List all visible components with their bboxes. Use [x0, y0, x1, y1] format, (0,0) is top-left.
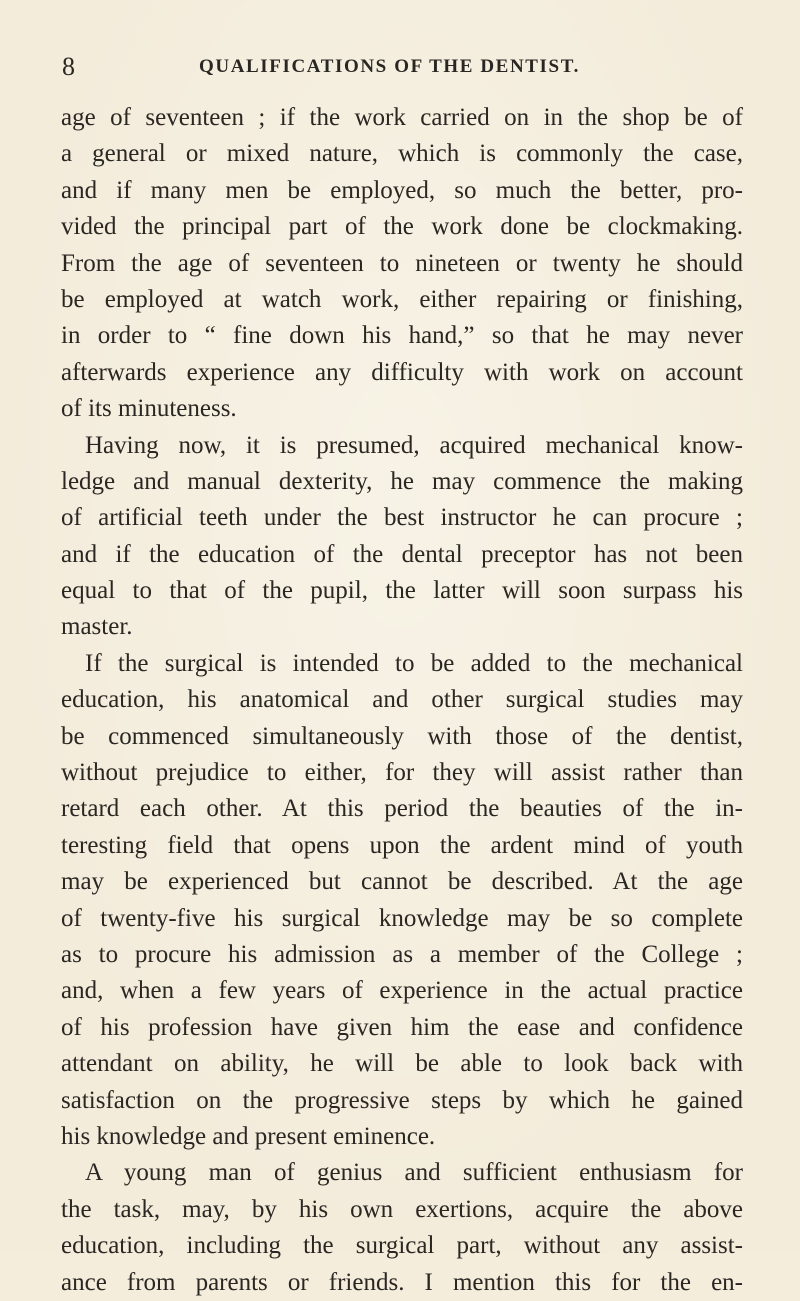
text-line: be employed at watch work, either repairing or finishing, — [61, 285, 743, 313]
text-line: and, when a few years of experience in the actual practice — [61, 977, 743, 1005]
text-line: of twenty-five his surgical knowledge may be so complete — [61, 904, 743, 932]
body-text — [61, 100, 743, 1301]
text-line: Having now, it is presumed, acquired mechanical know- — [85, 431, 743, 459]
text-line: satisfaction on the progressive steps by which he gained — [61, 1086, 743, 1114]
text-line: If the surgical is intended to be added to the mechanical — [85, 649, 743, 677]
running-head — [62, 52, 740, 82]
running-title: QUALIFICATIONS OF THE DENTIST. — [199, 56, 580, 77]
text-line: and if the education of the dental preceptor has not been — [61, 540, 743, 568]
text-line: ance from parents or friends. I mention this for the en- — [61, 1268, 743, 1296]
text-line: retard each other. At this period the beauties of the in- — [61, 795, 743, 823]
text-line: A young man of genius and sufficient enthusiasm for — [85, 1159, 743, 1187]
text-line: in order to “ fine down his hand,” so that he may never — [61, 322, 743, 350]
text-line: of his profession have given him the ease and confidence — [61, 1013, 743, 1041]
text-line: education, including the surgical part, without any assist- — [61, 1232, 743, 1260]
text-line: vided the principal part of the work done be clockmaking. — [61, 213, 743, 241]
page-number: 8 — [62, 52, 76, 81]
text-line: age of seventeen ; if the work carried on in the shop be of — [61, 104, 743, 131]
text-line: and if many men be employed, so much the better, pro- — [61, 176, 743, 204]
text-line: may be experienced but cannot be described. At the age — [61, 868, 743, 896]
text-line: a general or mixed nature, which is commonly the case, — [61, 140, 743, 168]
text-line: of artificial teeth under the best instructor he can procure ; — [61, 504, 743, 532]
text-line: master. — [61, 613, 133, 641]
text-line: of its minuteness. — [61, 395, 237, 423]
text-line: From the age of seventeen to nineteen or twenty he should — [61, 249, 743, 277]
text-line: his knowledge and present eminence. — [61, 1122, 436, 1150]
text-line: without prejudice to either, for they will assist rather than — [61, 759, 743, 787]
text-line: the task, may, by his own exertions, acquire the above — [61, 1195, 743, 1223]
text-line: education, his anatomical and other surgical studies may — [61, 686, 743, 714]
text-line: attendant on ability, he will be able to look back with — [61, 1050, 743, 1078]
text-line: be commenced simultaneously with those of the dentist, — [61, 722, 743, 750]
text-line: afterwards experience any difficulty with work on account — [61, 358, 743, 386]
text-line: equal to that of the pupil, the latter will soon surpass his — [61, 577, 743, 605]
text-line: as to procure his admission as a member of the College ; — [61, 940, 743, 968]
text-line: ledge and manual dexterity, he may commence the making — [61, 467, 743, 495]
text-line: teresting field that opens upon the ardent mind of youth — [61, 831, 743, 859]
